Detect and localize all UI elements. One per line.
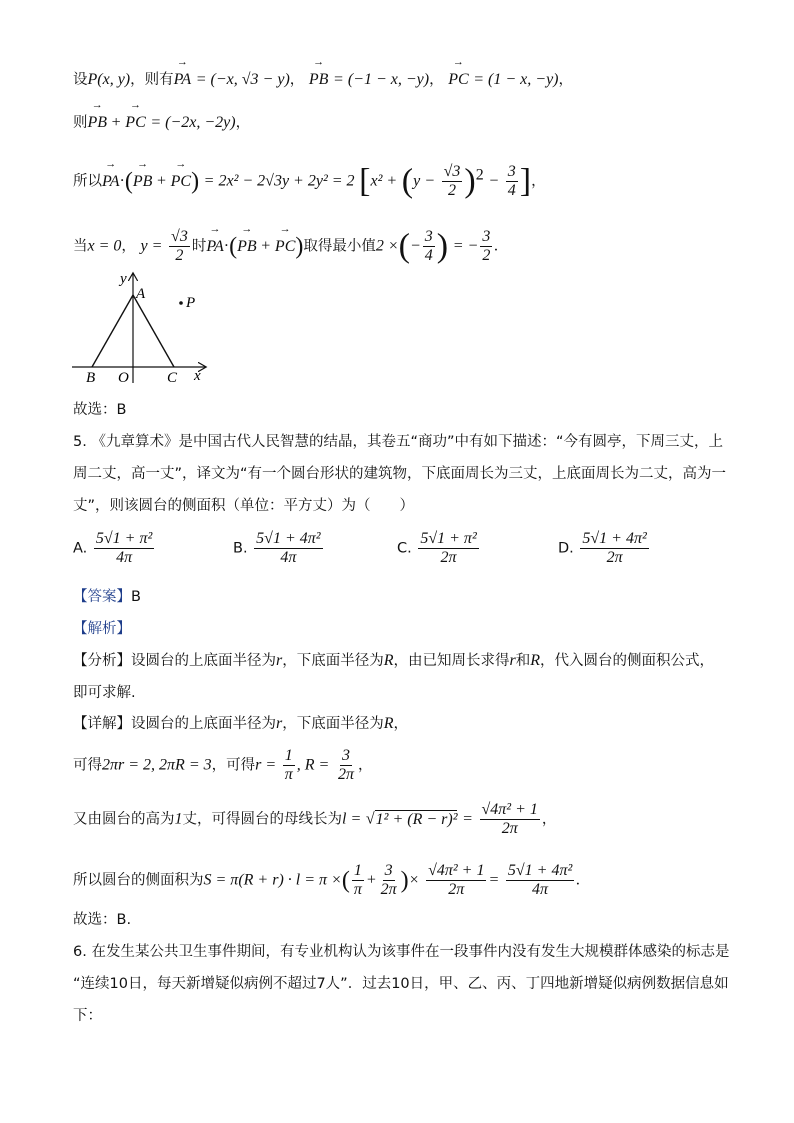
solution-line-3: 所以→ PA·(→ PB + → PC) = 2x² − 2√3y + 2y² = 2 [x² + (y − $\frac{√3}{2}$ )$^2$ − $\frac{3}{4}$ ]， <box>73 163 754 200</box>
point-p <box>179 301 183 305</box>
fenxi-line-2: 即可求解. <box>73 685 136 701</box>
label-o: O <box>118 370 129 386</box>
choice-line-4: 故选：B <box>73 402 127 418</box>
question-6-line-1: 6. 在发生某公共卫生事件期间，有专业机构认为该事件在一段事件内没有发生大规模群体感染的标志是 <box>73 944 730 960</box>
segment-ab <box>92 295 133 367</box>
option-b: B. $\frac{\text{5√1 + 4π²}}{4\pi}$ <box>233 530 321 566</box>
answer-line: 【答案】B <box>73 589 141 605</box>
question-5-line-3: 丈”，则该圆台的侧面积（单位：平方丈）为（ ） <box>73 498 415 514</box>
step-3: 所以圆台的侧面积为S = π(R + r) · l = π ×( $\frac{1}{\pi}$ + $\frac{3}{2\pi}$ )× $\frac{\text{√4π² + 1}}{2\pi}$ = $\frac{\text{5√1 + 4π²}}{4\pi}$ . <box>73 862 581 898</box>
question-6-line-3: 下： <box>73 1008 102 1024</box>
vector-pa: → PA <box>174 70 191 90</box>
option-d: D. $\frac{\text{5√1 + 4π²}}{2\pi}$ <box>558 530 647 566</box>
question-5-line-2: 周二丈，高一丈”，译文为“有一个圆台形状的建筑物，下底面周长为三丈，上底面周长为二丈，高为一 <box>73 466 727 482</box>
label-x: x <box>194 368 201 384</box>
analysis-heading: 【解析】 <box>73 621 131 637</box>
label-p: P <box>186 295 196 311</box>
label-a: A <box>136 286 146 302</box>
question-6-line-2: “连续10日，每天新增疑似病例不超过7人”．过去10日，甲、乙、丙、丁四地新增疑似病例数据信息如 <box>73 976 729 992</box>
step-1: 可得2πr = 2, 2πR = 3，可得r = $\frac{1}{\pi}$ , R = $\frac{3}{2\pi}$ ， <box>73 747 373 783</box>
segment-ac <box>133 295 174 367</box>
coordinate-triangle-figure <box>70 268 220 386</box>
label-c: C <box>167 370 178 386</box>
question-5-line-1: 5. 《九章算术》是中国古代人民智慧的结晶，其卷五“商功”中有如下描述：“今有圆亭，下周三丈，上 <box>73 434 723 450</box>
solution-line-1: 设P(x, y)，则有→ PA = (−x, √3 − y)， → PB = (−1 − x, −y)， → PC = (1 − x, −y)， <box>73 70 754 90</box>
solution-line-2: 则→ PB + → PC = (−2x, −2y)， <box>73 113 754 133</box>
option-a: A. $\frac{\text{5√1 + π²}}{4\pi}$ <box>73 530 153 566</box>
solution-line-4: 当x = 0， y = $\frac{√3}{2}$ 时→ PA·(→ PB + → PC)取得最小值2 ×(− $\frac{3}{4}$ ) = − $\frac{3}{2}$ . <box>73 228 754 265</box>
vector-pc: → PC <box>448 70 468 90</box>
vector-pb: → PB <box>309 70 329 90</box>
option-c: C. $\frac{\text{5√1 + π²}}{2\pi}$ <box>397 530 477 566</box>
step-2: 又由圆台的高为1丈，可得圆台的母线长为l = √1² + (R − r)² = $\frac{\text{√4π² + 1}}{2\pi}$ ， <box>73 801 557 837</box>
choice-line-5: 故选：B. <box>73 912 132 928</box>
label-y: y <box>120 271 127 287</box>
fenxi-line-1: 【分析】设圆台的上底面半径为r，下底面半径为R，由已知周长求得r和R，代入圆台的侧面积公式， <box>73 652 715 669</box>
xiangjie-line: 【详解】设圆台的上底面半径为r，下底面半径为R， <box>73 715 409 732</box>
label-b: B <box>86 370 96 386</box>
